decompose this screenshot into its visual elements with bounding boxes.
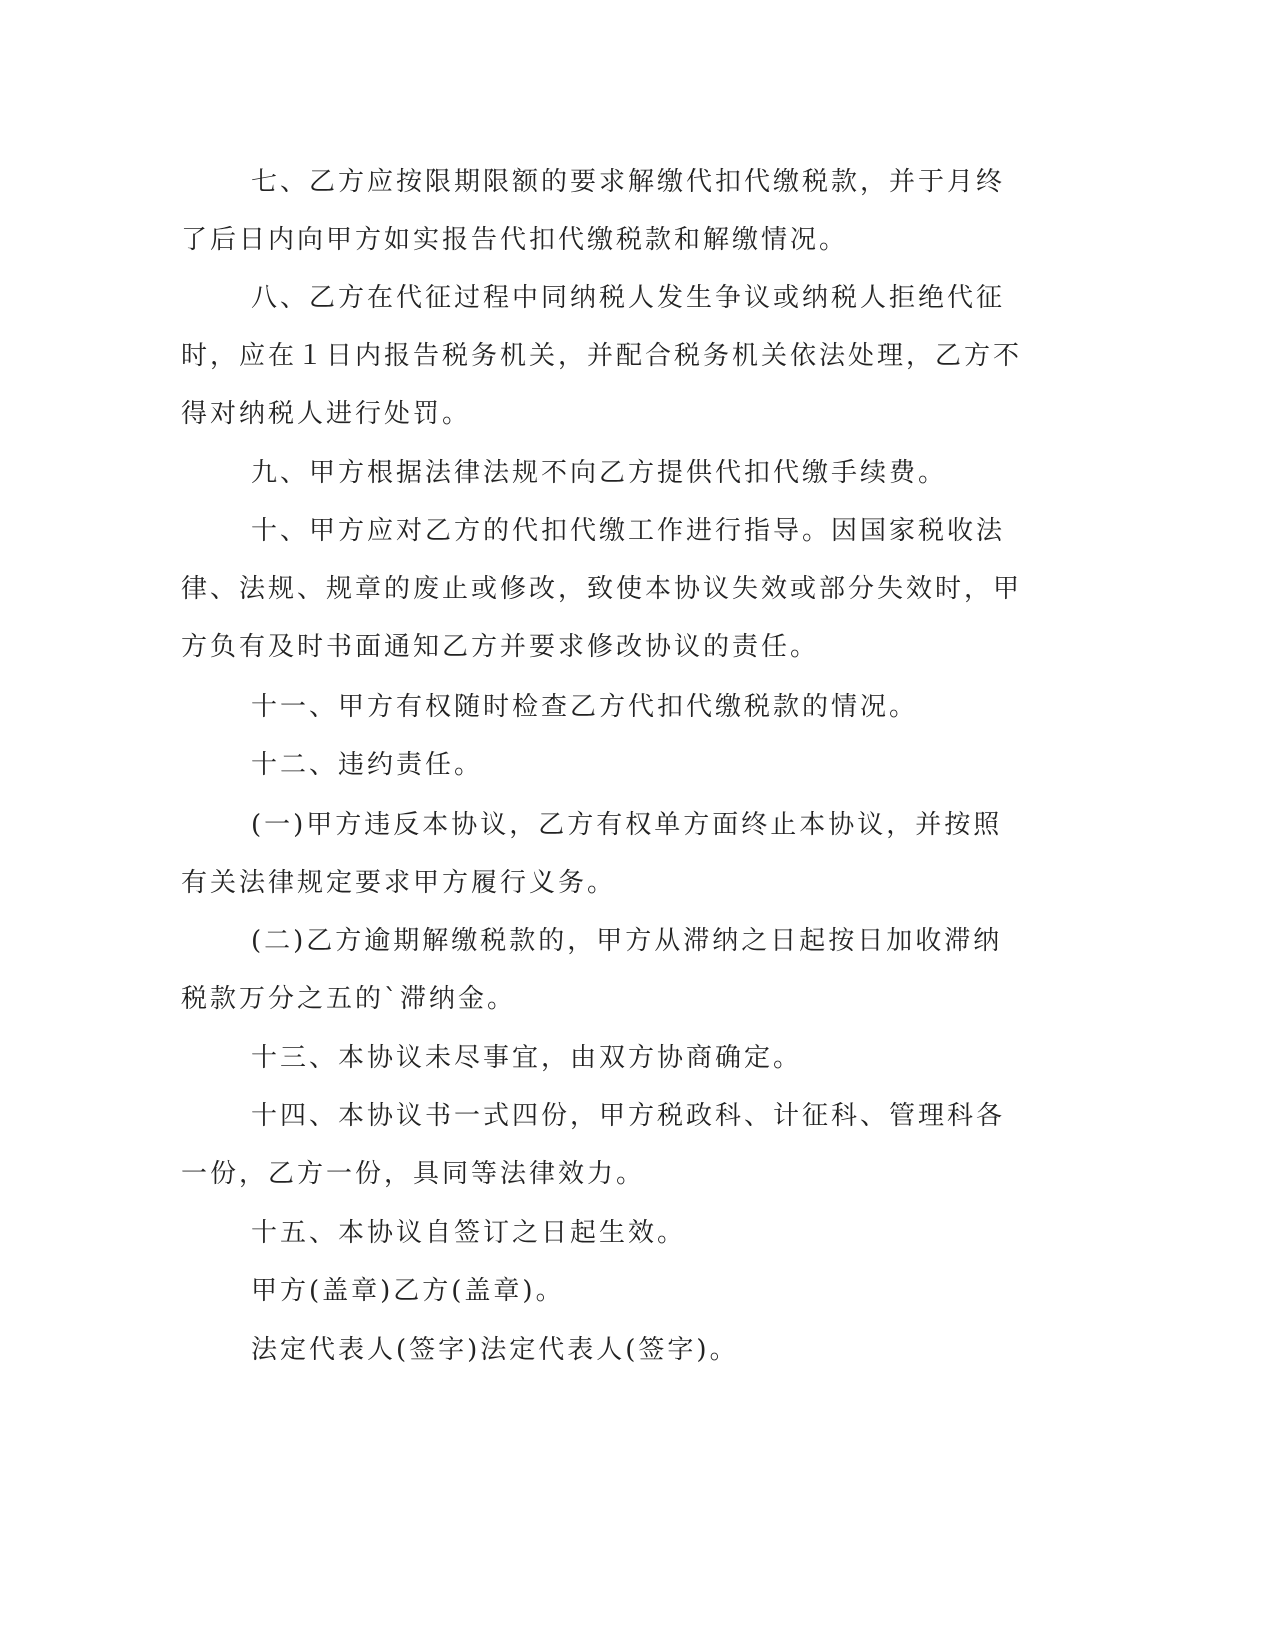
- clause-11-paragraph: 十一、甲方有权随时检查乙方代扣代缴税款的情况。: [251, 692, 919, 722]
- clause-12-item-1: (一)甲方违反本协议，乙方有权单方面终止本协议，并按照有关法律规定要求甲方履行义务。: [181, 810, 1003, 898]
- signature-line: 法定代表人(签字)法定代表人(签字)。: [251, 1335, 739, 1365]
- clause-14-paragraph: 十四、本协议书一式四份，甲方税政科、计征科、管理科各一份，乙方一份，具同等法律效力。: [181, 1101, 1006, 1189]
- clause-13-paragraph: 十三、本协议未尽事宜，由双方协商确定。: [251, 1043, 803, 1073]
- clause-7-paragraph: 七、乙方应按限期限额的要求解缴代扣代缴税款，并于月终了后日内向甲方如实报告代扣代缴税款和解缴情况。: [181, 167, 1006, 255]
- clause-12-item-2: (二)乙方逾期解缴税款的，甲方从滞纳之日起按日加收滞纳税款万分之五的`滞纳金。: [181, 926, 1003, 1014]
- clause-8-paragraph: 八、乙方在代征过程中同纳税人发生争议或纳税人拒绝代征时，应在１日内报告税务机关，并配合税务机关依法处理，乙方不得对纳税人进行处罚。: [181, 283, 1023, 429]
- clause-12-heading: 十二、违约责任。: [251, 750, 484, 780]
- clause-9-paragraph: 九、甲方根据法律法规不向乙方提供代扣代缴手续费。: [251, 458, 948, 488]
- seal-line: 甲方(盖章)乙方(盖章)。: [251, 1276, 565, 1306]
- clause-10-paragraph: 十、甲方应对乙方的代扣代缴工作进行指导。因国家税收法律、法规、规章的废止或修改，致使本协议失效或部分失效时，甲方负有及时书面通知乙方并要求修改协议的责任。: [181, 516, 1023, 662]
- clause-15-paragraph: 十五、本协议自签订之日起生效。: [251, 1218, 687, 1248]
